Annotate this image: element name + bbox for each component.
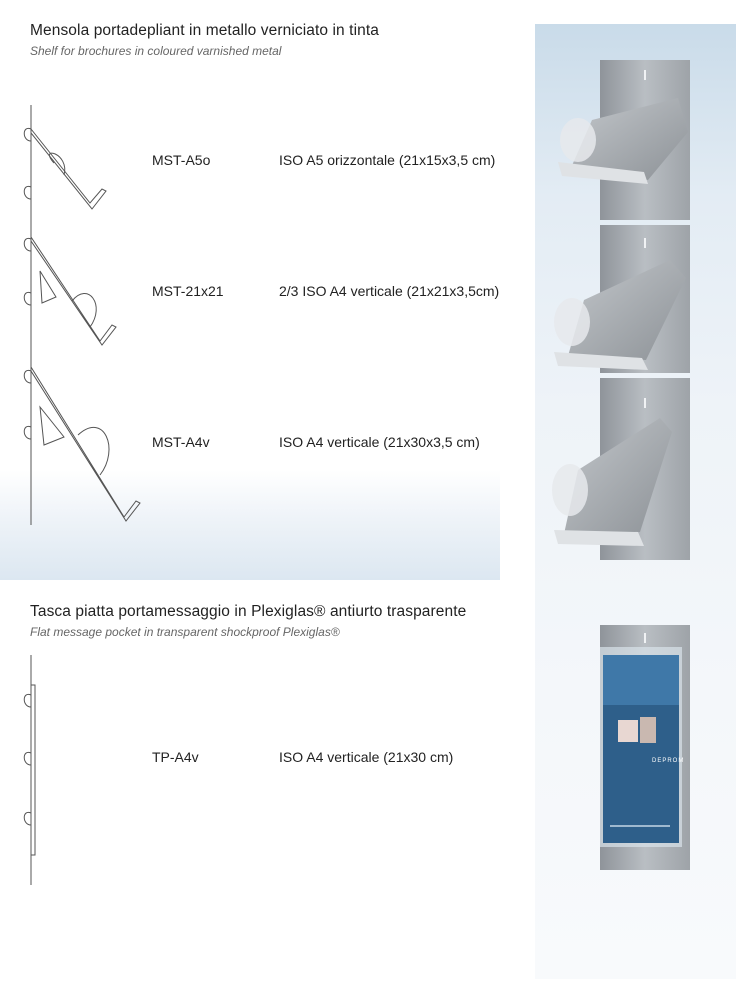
item-desc-mst-a5o: ISO A5 orizzontale (21x15x3,5 cm)	[279, 152, 496, 168]
item-code-mst-21x21: MST-21x21	[152, 283, 224, 299]
shelf-line-drawings	[14, 105, 144, 525]
item-desc-tp-a4v: ISO A4 verticale (21x30 cm)	[279, 749, 454, 765]
shelf-product-photos	[548, 60, 708, 560]
item-code-tp-a4v: TP-A4v	[152, 749, 199, 765]
item-code-mst-a5o: MST-A5o	[152, 152, 211, 168]
item-desc-mst-21x21: 2/3 ISO A4 verticale (21x21x3,5cm)	[279, 283, 500, 299]
section2-subtitle: Flat message pocket in transparent shockproof Plexiglas®	[30, 625, 340, 639]
section2-title: Tasca piatta portamessaggio in Plexiglas® antiurto trasparente	[30, 603, 467, 620]
pocket-line-drawing	[14, 655, 54, 885]
section1-title: Mensola portadepliant in metallo verniciato in tinta	[30, 22, 379, 39]
pocket-product-photo	[548, 625, 708, 870]
brochure-brand: DEPROM	[652, 758, 685, 764]
item-desc-mst-a4v: ISO A4 verticale (21x30x3,5 cm)	[279, 434, 480, 450]
item-code-mst-a4v: MST-A4v	[152, 434, 210, 450]
section1-subtitle: Shelf for brochures in coloured varnished metal	[30, 44, 282, 58]
